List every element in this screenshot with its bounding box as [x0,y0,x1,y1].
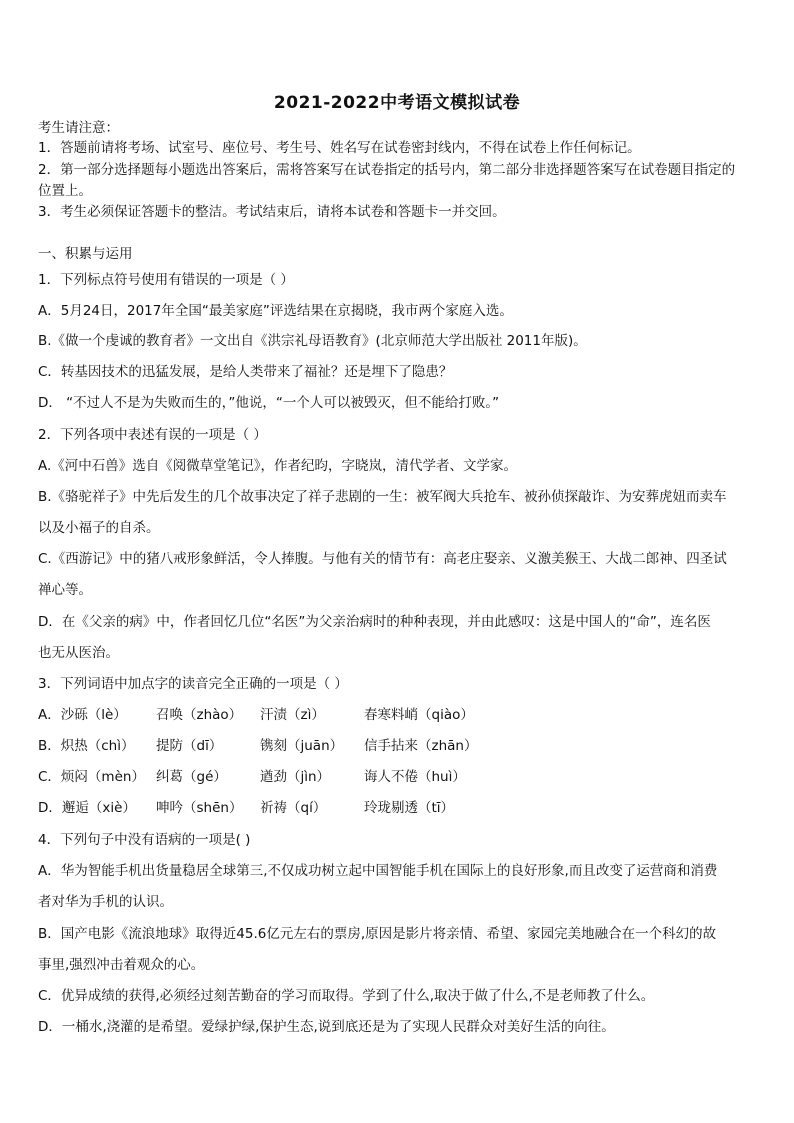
option-row-c [38,767,760,787]
option-row-d [38,798,760,818]
word-item: 纠葛（gé） [156,769,227,785]
word-item: B．炽热（chì） [38,738,135,754]
option-b: B.《骆驼祥子》中先后发生的几个故事决定了祥子悲剧的一生：被军阀大兵抢车、被孙侦探敲诈、为安葬虎妞而卖车 [38,489,727,505]
option-b: B.《做一个虔诚的教育者》一文出自《洪宗礼母语教育》(北京师范大学出版社 2011年版)。 [38,333,587,349]
word-item: 提防（dī） [156,738,223,754]
notice-item: 1．答题前请将考场、试室号、座位号、考生号、姓名写在试卷密封线内，不得在试卷上作任何标记。 [38,140,641,156]
word-item: A．沙砾（lè） [38,707,127,723]
option-b-continued: 以及小福子的自杀。 [38,520,160,536]
word-item: 召唤（zhào） [156,707,243,723]
word-item: 诲人不倦（huì） [364,769,466,785]
option-d: D．在《父亲的病》中，作者回忆几位“名医”为父亲治病时的种种表现，并由此感叹：这是中国人的“命”，连名医 [38,614,711,630]
option-c: C．优异成绩的获得,必须经过刻苦勤奋的学习而取得。学到了什么,取决于做了什么,不是老师教了什么。 [38,988,655,1004]
option-d: D．一桶水,浇灌的是希望。爱绿护绿,保护生态,说到底还是为了实现人民群众对美好生活的向往。 [38,1019,615,1035]
option-c: C．转基因技术的迅猛发展，是给人类带来了福祉？还是埋下了隐患？ [38,364,453,380]
option-d-continued: 也无从医治。 [38,645,119,661]
option-d: D． “不过人不是为失败而生的，”他说，“一个人可以被毁灭，但不能给打败。” [38,395,500,411]
question-stem: 3．下列词语中加点字的读音完全正确的一项是（ ） [38,676,348,692]
word-item: 镌刻（juān） [260,738,344,754]
question-stem: 1．下列标点符号使用有错误的一项是（ ） [38,272,294,288]
notice-heading: 考生请注意： [38,120,119,136]
word-item: 春寒料峭（qiào） [364,707,474,723]
question-stem: 4．下列句子中没有语病的一项是( ) [38,832,251,848]
word-item: 呻吟（shēn） [156,800,243,816]
option-row-b [38,736,760,756]
option-row-a [38,705,760,725]
word-item: D．邂逅（xiè） [38,800,136,816]
option-a-continued: 者对华为手机的认识。 [38,894,173,910]
word-item: 遒劲（jìn） [260,769,331,785]
notice-item: 3．考生必须保证答题卡的整洁。考试结束后，请将本试卷和答题卡一并交回。 [38,204,506,220]
option-a: A．华为智能手机出货量稳居全球第三,不仅成功树立起中国智能手机在国际上的良好形象,而且改变了运营商和消费 [38,863,718,879]
option-c: C.《西游记》中的猪八戒形象鲜活，令人捧腹。与他有关的情节有：高老庄娶亲、义激美猴王、大战二郎神、四圣试 [38,551,727,567]
word-item: C．烦闷（mèn） [38,769,145,785]
word-item: 汗渍（zì） [260,707,325,723]
word-item: 祈祷（qí） [260,800,327,816]
option-b-continued: 事里,强烈冲击着观众的心。 [38,957,205,973]
word-item: 玲珑剔透（tī） [364,800,455,816]
section-heading: 一、积累与运用 [38,246,133,262]
option-a: A.《河中石兽》选自《阅微草堂笔记》，作者纪昀，字晓岚，清代学者、文学家。 [38,458,518,474]
option-a: A．5月24日，2017年全国“最美家庭”评选结果在京揭晓，我市两个家庭入选。 [38,303,513,319]
option-b: B．国产电影《流浪地球》取得近45.6亿元左右的票房,原因是影片将亲情、希望、家园完美地融合在一个科幻的故 [38,926,717,942]
option-c-continued: 禅心等。 [38,582,92,598]
word-item: 信手拈来（zhān） [364,738,478,754]
question-stem: 2．下列各项中表述有误的一项是（ ） [38,427,267,443]
notice-item: 位置上。 [38,183,92,199]
page-title: 2021-2022中考语文模拟试卷 [273,93,521,113]
notice-item: 2．第一部分选择题每小题选出答案后，需将答案写在试卷指定的括号内，第二部分非选择题答案写在试卷题目指定的 [38,162,736,178]
